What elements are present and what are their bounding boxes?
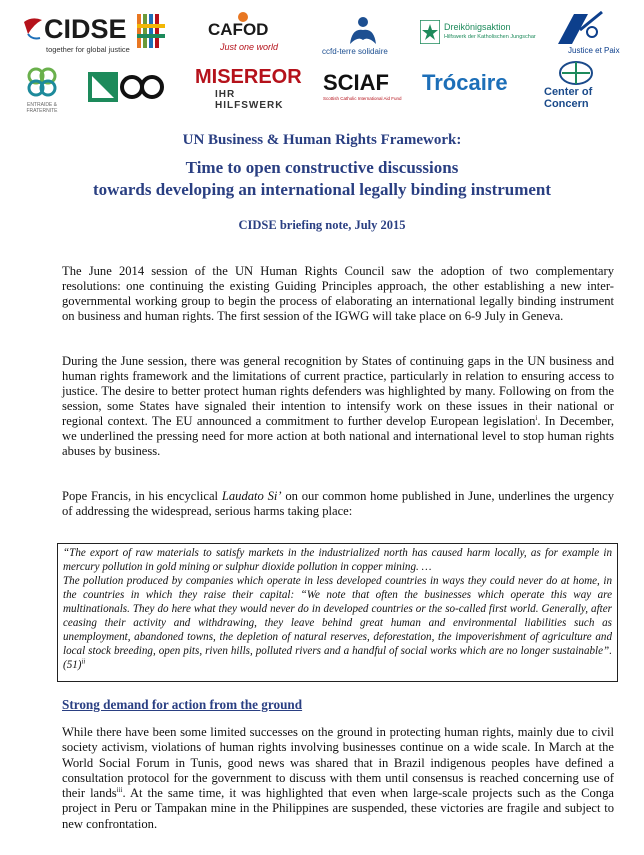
entraide-rings-icon: [24, 66, 60, 100]
trocaire-logo: [422, 70, 522, 100]
cafod-wordmark: CAFOD: [208, 20, 269, 39]
cidse-wordmark: CIDSE: [44, 14, 127, 44]
quote-line-2: The pollution produced by companies which operate in less developed countries in ways they could never do at home, in the countries in which they raise their capital: “We note that often the businesses which operate this way are multinationals. They do here what they would never do in developed countries or the so-called first world. Generally, after ceasing their activity and withdrawing, they leave behind great human and environmental liabilities such as unemployment, abandoned towns, the depletion of natural reserves, deforestation, the impoverishment of agriculture and local stock breeding, open pits, riven hills, polluted rivers and a handful of social works which are no longer sustainable”. $(51)^{ii}$: [63, 575, 612, 671]
globe-icon: [558, 60, 594, 86]
koo-logo: [88, 70, 164, 104]
cafod-logo: [200, 16, 290, 56]
title-line-1: UN Business & Human Rights Framework:: [182, 132, 462, 148]
quote-line-1: “The export of raw materials to satisfy markets in the industrialized north has caused harm locally, as for example in mercury pollution in gold mining or sulphur dioxide pollution in copper mining. …: [63, 547, 612, 573]
justice-paix-tagline: Justice et Paix: [568, 46, 620, 55]
ccfd-tagline: ccfd-terre solidaire: [322, 47, 388, 56]
title-line-3: towards developing an international legally binding instrument: [92, 180, 552, 199]
trocaire-wordmark: Trócaire: [422, 70, 508, 95]
paragraph-pope-francis: Pope Francis, in his encyclical Laudato Si’ on our common home published in June, underlines the urgency of addressing the widespread, serious harms taking place:: [62, 489, 614, 518]
paragraph-intro: The June 2014 session of the UN Human Rights Council saw the adoption of two complementary resolutions: one continuing the existing Guiding Principles approach, the other establishing a new inter-governmental working group to begin the process of elaborating an international legally binding instrument on business and human rights. The first session of the IGWG will take place on 6-9 July in Geneva.: [62, 264, 614, 323]
misereor-wordmark: MISEREOR: [195, 66, 302, 88]
cidse-tagline: together for global justice: [46, 45, 130, 54]
footnote-ref-i[interactable]: i: [535, 413, 538, 422]
dka-wordmark: Dreikönigsaktion: [444, 22, 511, 32]
footnote-ref-iii[interactable]: iii: [116, 786, 123, 794]
title-line-2: Time to open constructive discussions: [185, 158, 459, 177]
dka-logo: [420, 20, 536, 50]
encyclical-title: Laudato Si’: [221, 489, 282, 503]
entraide-fraternite-logo: [24, 66, 64, 116]
cidse-logo: [22, 14, 172, 54]
briefing-date: CIDSE briefing note, July 2015: [238, 218, 406, 232]
dka-tagline: Hilfswerk der Katholischen Jungschar: [444, 34, 536, 40]
cidse-bird-icon: [22, 14, 44, 42]
dka-star-icon: [420, 20, 440, 44]
sciaf-tagline: Scottish Catholic International Aid Fund: [323, 96, 402, 101]
misereor-tagline: IHR HILFSWERK: [215, 89, 284, 111]
justice-paix-emblem-icon: [554, 10, 606, 46]
misereor-logo: [195, 66, 302, 111]
cidse-stripes-icon: [137, 14, 165, 48]
entraide-tagline: ENTRAIDE & FRATERNITE: [26, 102, 58, 114]
justice-paix-logo: [548, 10, 620, 60]
footnote-ref-ii[interactable]: ii: [81, 657, 86, 666]
ccfd-hands-icon: [346, 14, 380, 46]
paragraph-ground-demand: While there have been some limited successes on the ground in protecting human rights, mainly due to civil society activism, violations of human rights involving businesses continue on a wide scale. In March at the World Social Forum in Tunis, good news was shared that in Brazil indigenous peoples have defined a consultation protocol for the government to discuss with them until consensus is reached concerning use of their lands$^{iii}$. At the same time, it was highlighted that even when large-scale projects such as the Conga project in Peru or Tampakan mine in the Philippines are suspended, these victories are fragile and subject to new confrontation.: [62, 725, 614, 831]
ccfd-logo: [322, 14, 408, 56]
sciaf-logo: [323, 70, 409, 104]
sciaf-wordmark: SCIAF: [323, 70, 389, 95]
section-heading: Strong demand for action from the ground: [62, 697, 303, 712]
paragraph-june-session: During the June session, there was general recognition by States of continuing gaps in the UN business and human rights framework and the limitations of current practice, particularly in relation to ensuring access to justice. The desire to better protect human rights defenders was highlighted by many. Following on from the session, some States have signaled their intention to intensify work on these issues in their national or regional context. The EU announced a commitment to further develop European legislation$^i$. In December, we underlined the pressing need for more action at both national and international level to stop human rights abuses by business.: [62, 354, 614, 458]
encyclical-quote-box: [57, 543, 618, 682]
center-of-concern-logo: [540, 60, 620, 116]
cafod-tagline: Just one world: [220, 42, 279, 52]
center-of-concern-wordmark: Center of Concern: [544, 86, 593, 110]
koo-mark-icon: [88, 70, 164, 104]
